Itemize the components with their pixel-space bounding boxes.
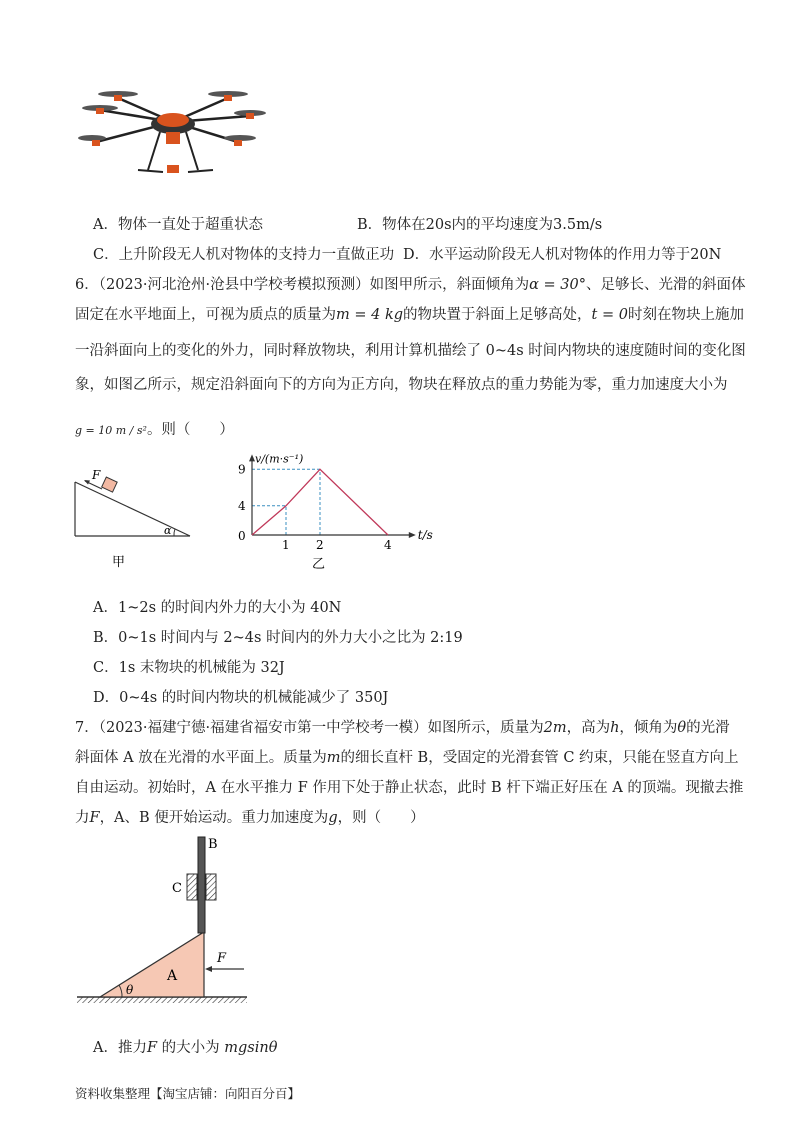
q6-t0: t = 0 (591, 307, 628, 323)
sleeve-c-right (206, 874, 216, 900)
rod-label: B (208, 837, 218, 852)
q7-stem-text: 7．（2023·福建宁德·福建省福安市第一中学校考一模）如图所示，质量为 (75, 720, 544, 736)
incline-slope (75, 482, 190, 536)
x-axis-arrow (409, 532, 416, 538)
q7-stem-text: 的细长直杆 B，受固定的光滑套管 C 约束，只能在竖直方向上 (340, 750, 739, 766)
y-axis-label: v/(m·s⁻¹) (255, 452, 304, 466)
q6-line-1 (75, 273, 745, 294)
q6-option-b: B．0~1s 时间内与 2~4s 时间内的外力大小之比为 2:19 (93, 630, 463, 646)
q5-option-c: C．上升阶段无人机对物体的支持力一直做正功 (93, 247, 395, 263)
q6-option-c: C．1s 末物块的机械能为 32J (93, 660, 285, 676)
x-tick-label: 4 (384, 538, 392, 552)
wedge-label: A (167, 968, 178, 984)
x-tick-label: 2 (316, 538, 324, 552)
angle-arc (174, 529, 175, 536)
q6-line-5 (75, 418, 234, 439)
footer-source: 资料收集整理【淘宝店铺：向阳百分百】 (75, 1086, 301, 1101)
q6-stem-text: 时刻在物块上施加 (627, 307, 744, 323)
q7-option-a-F: F (146, 1040, 158, 1056)
q6-line-4: 象，如图乙所示，规定沿斜面向下的方向为正方向，物块在释放点的重力势能为零，重力加速度大小为 (75, 377, 728, 393)
vt-chart (230, 450, 470, 575)
q7-stem-text: ，则（ ） (337, 810, 425, 826)
q7-stem-text: ，倾角为 (619, 720, 678, 736)
q7-option-a-text: 的大小为 (157, 1040, 225, 1056)
y-tick-label: 9 (238, 462, 246, 477)
q7-theta: θ (677, 720, 687, 736)
q6-line-2 (75, 303, 744, 324)
q7-g: g (328, 810, 338, 826)
q7-line-1 (75, 716, 730, 737)
q6-stem-text: 的物块置于斜面上足够高处， (403, 307, 592, 323)
q7-stem-text: 的光滑 (686, 720, 730, 736)
q7-m: m (326, 750, 341, 766)
x-axis-label: t/s (417, 528, 433, 542)
theta-label: θ (126, 983, 134, 997)
y-tick-label: 4 (238, 498, 246, 513)
q6-line-3: 一沿斜面向上的变化的外力，同时释放物块，利用计算机描绘了 0~4s 时间内物块的速度随时间的变化图 (75, 343, 746, 359)
sleeve-label: C (172, 881, 182, 896)
q7-stem-text: ，A、B 便开始运动。重力加速度为 (99, 810, 329, 826)
q6-stem-text: 固定在水平地面上，可视为质点的质量为 (75, 307, 336, 323)
q7-stem-text: ，高为 (566, 720, 611, 736)
q6-option-a: A．1~2s 的时间内外力的大小为 40N (93, 600, 342, 616)
force-arrowhead (84, 480, 90, 485)
q7-line-3: 自由运动。初始时，A 在水平推力 F 作用下处于静止状态，此时 B 杆下端正好压在 A 的顶端。现撤去推 (75, 780, 744, 796)
q7-option-a (93, 1036, 277, 1057)
figure-caption: 甲 (112, 555, 126, 570)
q7-F: F (89, 810, 100, 826)
rod-b (198, 837, 205, 933)
q6-stem-text: 。则（ ） (146, 422, 234, 438)
q7-stem-text: 斜面体 A 放在光滑的水平面上。质量为 (75, 750, 327, 766)
block (102, 477, 118, 492)
origin-label: 0 (238, 529, 246, 543)
q6-mass: m = 4 kg (336, 307, 404, 323)
force-f-label: F (217, 951, 227, 966)
q7-option-a-value: mgsinθ (224, 1040, 278, 1056)
q7-line-2 (75, 746, 739, 767)
q6-stem-text: 、足够长、光滑的斜面体 (585, 277, 746, 293)
force-label: F (92, 468, 101, 482)
q5-option-d: D．水平运动阶段无人机对物体的作用力等于20N (403, 247, 722, 263)
q7-option-a-text: A．推力 (93, 1040, 147, 1056)
q6-stem-text: 6．（2023·河北沧州·沧县中学校考模拟预测）如图甲所示，斜面倾角为 (75, 277, 530, 293)
q7-line-4 (75, 806, 425, 827)
q5-option-a: A．物体一直处于超重状态 (93, 217, 263, 233)
q6-g: g = 10 m / s² (75, 424, 147, 437)
angle-label: α (164, 524, 172, 537)
drone-image (78, 80, 268, 180)
sleeve-c-left (187, 874, 197, 900)
wedge-a (100, 932, 204, 997)
q7-stem-text: 力 (75, 810, 90, 826)
ground-hatch (77, 997, 247, 1003)
chart-caption: 乙 (312, 557, 326, 572)
figure-jia (70, 462, 210, 572)
force-f-arrowhead (205, 966, 212, 972)
q6-alpha: α = 30° (529, 277, 586, 293)
q5-option-b: B．物体在20s内的平均速度为3.5m/s (357, 217, 603, 233)
q7-figure (72, 832, 272, 1012)
q7-h: h (610, 720, 620, 736)
q6-option-d: D．0~4s 的时间内物块的机械能减少了 350J (93, 690, 389, 706)
x-tick-label: 1 (282, 538, 290, 552)
q7-2m: 2m (543, 720, 567, 736)
